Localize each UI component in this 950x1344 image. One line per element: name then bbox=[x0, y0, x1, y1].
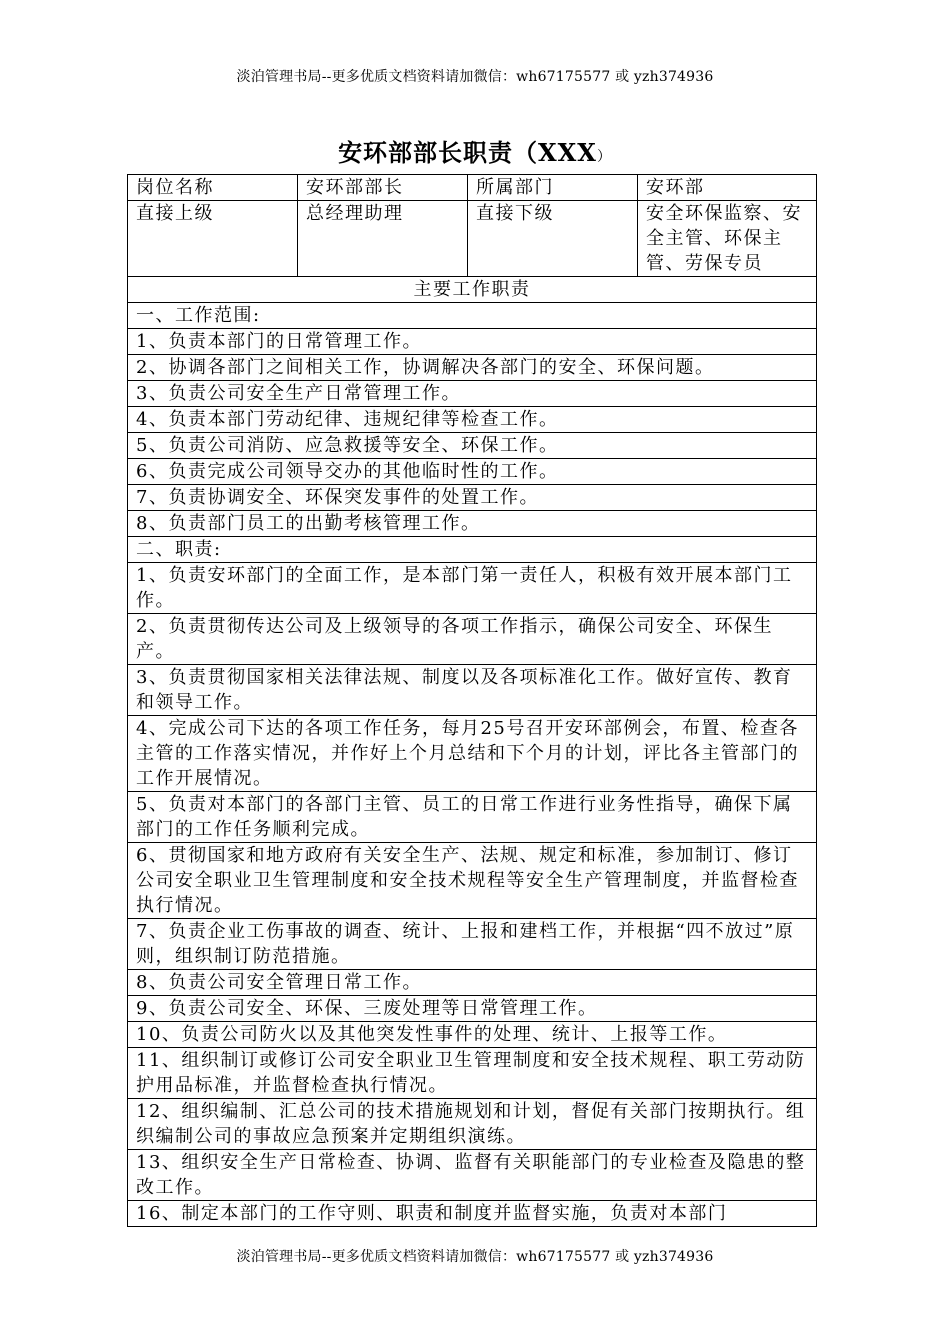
duty-item: 4、完成公司下达的各项工作任务，每月25号召开安环部例会，布置、检查各主管的工作落实情况，并作好上个月总结和下个月的计划，评比各主管部门的工作开展情况。 bbox=[128, 716, 817, 792]
subordinate-value: 安全环保监察、安全主管、环保主管、劳保专员 bbox=[638, 201, 817, 277]
title-main: 安环部部长职责（XXX bbox=[338, 138, 597, 167]
duty-item: 1、负责安环部门的全面工作，是本部门第一责任人，积极有效开展本部门工作。 bbox=[128, 563, 817, 614]
duties-heading: 二、职责: bbox=[128, 537, 817, 563]
footer-note: 淡泊管理书局--更多优质文档资料请加微信：wh67175577 或 yzh374936 bbox=[236, 1249, 714, 1265]
duty-item: 5、负责对本部门的各部门主管、员工的日常工作进行业务性指导，确保下属部门的工作任务顺利完成。 bbox=[128, 792, 817, 843]
scope-heading: 一、工作范围: bbox=[128, 303, 817, 329]
scope-item: 1、负责本部门的日常管理工作。 bbox=[128, 329, 817, 355]
duty-table bbox=[127, 174, 817, 1227]
duty-item: 9、负责公司安全、环保、三废处理等日常管理工作。 bbox=[128, 996, 817, 1022]
duty-item: 13、组织安全生产日常检查、协调、监督有关职能部门的专业检查及隐患的整改工作。 bbox=[128, 1150, 817, 1201]
info-row-position bbox=[128, 175, 817, 201]
header-note: 淡泊管理书局--更多优质文档资料请加微信：wh67175577 或 yzh374936 bbox=[236, 69, 714, 85]
superior-value: 总经理助理 bbox=[298, 201, 468, 277]
scope-item: 3、负责公司安全生产日常管理工作。 bbox=[128, 381, 817, 407]
subordinate-label: 直接下级 bbox=[468, 201, 638, 277]
duty-item: 8、负责公司安全管理日常工作。 bbox=[128, 970, 817, 996]
scope-item: 5、负责公司消防、应急救援等安全、环保工作。 bbox=[128, 433, 817, 459]
dept-label: 所属部门 bbox=[468, 175, 638, 201]
position-value: 安环部部长 bbox=[298, 175, 468, 201]
superior-label: 直接上级 bbox=[128, 201, 298, 277]
info-row-superior bbox=[128, 201, 817, 277]
scope-item: 2、协调各部门之间相关工作，协调解决各部门的安全、环保问题。 bbox=[128, 355, 817, 381]
dept-value: 安环部 bbox=[638, 175, 817, 201]
title-close-paren: ） bbox=[596, 149, 612, 165]
document-title bbox=[0, 133, 950, 168]
duty-item: 11、组织制订或修订公司安全职业卫生管理制度和安全技术规程、职工劳动防护用品标准，并监督检查执行情况。 bbox=[128, 1048, 817, 1099]
scope-item: 7、负责协调安全、环保突发事件的处置工作。 bbox=[128, 485, 817, 511]
position-label: 岗位名称 bbox=[128, 175, 298, 201]
section-header: 主要工作职责 bbox=[128, 277, 817, 303]
scope-item: 8、负责部门员工的出勤考核管理工作。 bbox=[128, 511, 817, 537]
duty-item: 12、组织编制、汇总公司的技术措施规划和计划，督促有关部门按期执行。组织编制公司的事故应急预案并定期组织演练。 bbox=[128, 1099, 817, 1150]
duty-item: 7、负责企业工伤事故的调查、统计、上报和建档工作，并根据“四不放过”原则，组织制订防范措施。 bbox=[128, 919, 817, 970]
duty-item: 6、贯彻国家和地方政府有关安全生产、法规、规定和标准，参加制订、修订公司安全职业卫生管理制度和安全技术规程等安全生产管理制度，并监督检查执行情况。 bbox=[128, 843, 817, 919]
duty-item: 10、负责公司防火以及其他突发性事件的处理、统计、上报等工作。 bbox=[128, 1022, 817, 1048]
duty-item: 16、制定本部门的工作守则、职责和制度并监督实施，负责对本部门 bbox=[128, 1201, 817, 1227]
duty-item: 2、负责贯彻传达公司及上级领导的各项工作指示，确保公司安全、环保生产。 bbox=[128, 614, 817, 665]
section-header-row bbox=[128, 277, 817, 303]
scope-item: 6、负责完成公司领导交办的其他临时性的工作。 bbox=[128, 459, 817, 485]
duty-item: 3、负责贯彻国家相关法律法规、制度以及各项标准化工作。做好宣传、教育和领导工作。 bbox=[128, 665, 817, 716]
scope-item: 4、负责本部门劳动纪律、违规纪律等检查工作。 bbox=[128, 407, 817, 433]
